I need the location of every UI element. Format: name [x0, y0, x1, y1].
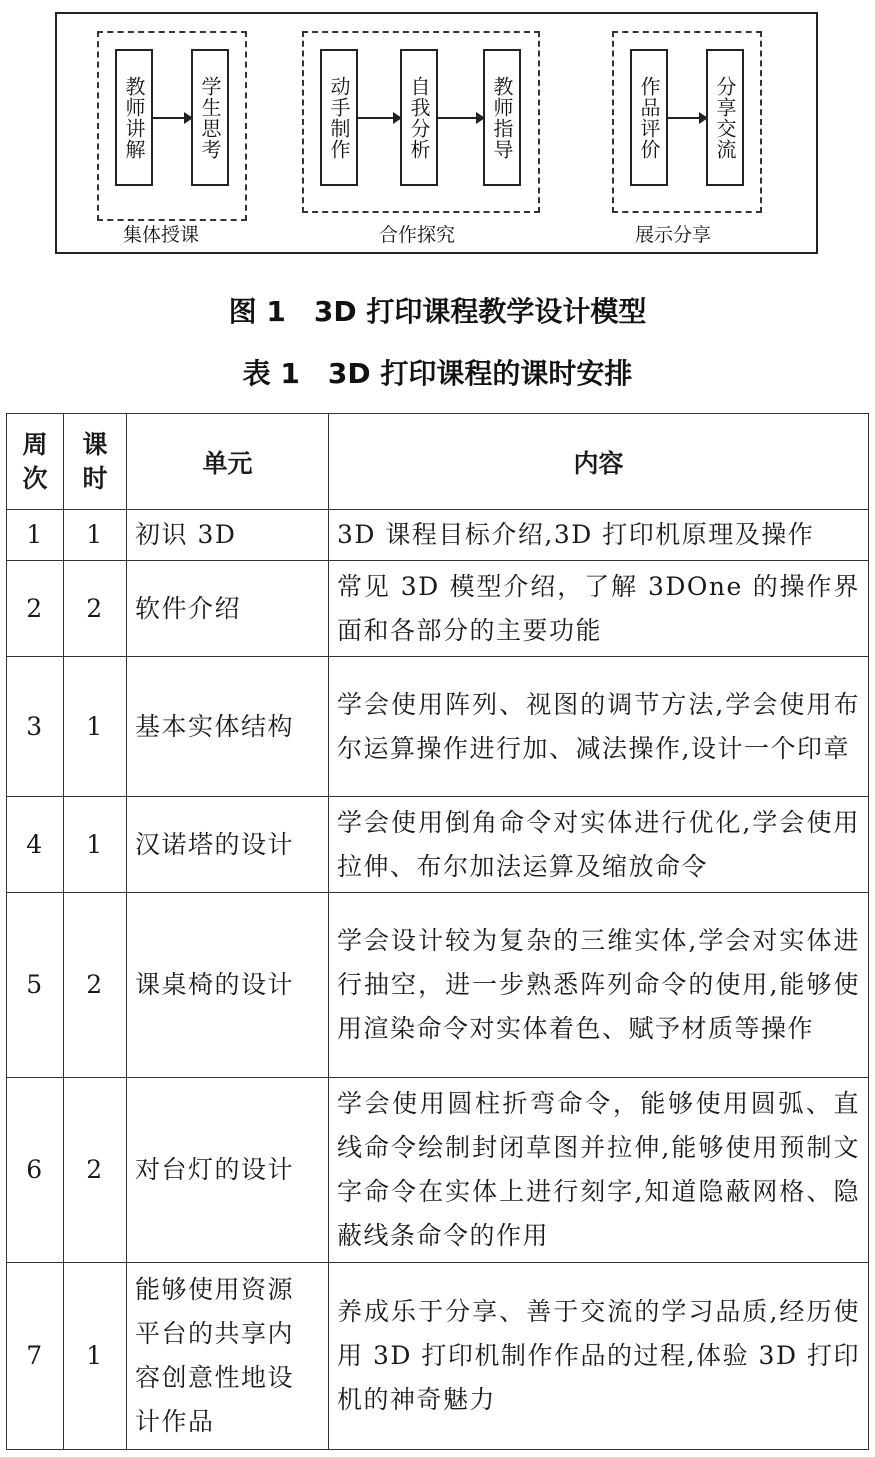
cell-week: 6: [7, 1078, 64, 1263]
cell-content: 常见 3D 模型介绍，了解 3DOne 的操作界面和各部分的主要功能: [329, 561, 869, 657]
table-row: [7, 797, 869, 893]
cell-week: 1: [7, 510, 64, 561]
flow-box-teacher-guide: [483, 49, 521, 186]
table-row: [7, 657, 869, 797]
flow-box-label: 教师指导: [490, 75, 514, 160]
cell-hours: 2: [64, 561, 127, 657]
flow-box-student-think: [191, 49, 229, 186]
flow-arrow: [153, 117, 191, 119]
header-content: 内容: [329, 414, 869, 510]
table-row: [7, 1263, 869, 1450]
flow-box-label: 学生思考: [198, 75, 222, 160]
cell-content: 学会设计较为复杂的三维实体,学会对实体进行抽空，进一步熟悉阵列命令的使用,能够使用渲染命令对实体着色、赋予材质等操作: [329, 893, 869, 1078]
cell-unit: 软件介绍: [127, 561, 329, 657]
flow-box-label: 自我分析: [407, 75, 431, 160]
flow-arrow: [358, 117, 400, 119]
cell-week: 2: [7, 561, 64, 657]
cell-content: 养成乐于分享、善于交流的学习品质,经历使用 3D 打印机制作作品的过程,体验 3D 打印机的神奇魅力: [329, 1263, 869, 1450]
cell-unit: 汉诺塔的设计: [127, 797, 329, 893]
cell-unit: 初识 3D: [127, 510, 329, 561]
group-label-cooperative-inquiry: 合作探究: [379, 224, 456, 246]
group-label-showcase-sharing: 展示分享: [635, 224, 712, 246]
flow-arrow: [668, 117, 706, 119]
cell-hours: 1: [64, 657, 127, 797]
flow-arrow: [438, 117, 483, 119]
flow-box-label: 作品评价: [637, 75, 661, 160]
cell-hours: 1: [64, 510, 127, 561]
figure-caption: 图 1 3D 打印课程教学设计模型: [228, 295, 647, 328]
cell-week: 4: [7, 797, 64, 893]
cell-week: 7: [7, 1263, 64, 1450]
header-hours: 课时: [64, 414, 127, 510]
cell-hours: 1: [64, 1263, 127, 1450]
cell-hours: 2: [64, 893, 127, 1078]
cell-content: 学会使用阵列、视图的调节方法,学会使用布尔运算操作进行加、减法操作,设计一个印章: [329, 657, 869, 797]
table-row: [7, 510, 869, 561]
table-row: [7, 561, 869, 657]
flow-box-work-evaluation: [630, 49, 668, 186]
flow-box-self-analysis: [400, 49, 438, 186]
cell-week: 3: [7, 657, 64, 797]
table-header-row: [7, 414, 869, 510]
flow-box-label: 动手制作: [327, 75, 351, 160]
cell-content: 学会使用圆柱折弯命令，能够使用圆弧、直线命令绘制封闭草图并拉伸,能够使用预制文字命令在实体上进行刻字,知道隐蔽网格、隐蔽线条命令的作用: [329, 1078, 869, 1263]
cell-hours: 2: [64, 1078, 127, 1263]
cell-hours: 1: [64, 797, 127, 893]
flow-box-share-exchange: [706, 49, 744, 186]
cell-content: 3D 课程目标介绍,3D 打印机原理及操作: [329, 510, 869, 561]
cell-unit: 对台灯的设计: [127, 1078, 329, 1263]
table-row: [7, 893, 869, 1078]
schedule-table: [6, 413, 869, 1450]
table-row: [7, 1078, 869, 1263]
cell-week: 5: [7, 893, 64, 1078]
flow-box-label: 教师讲解: [122, 75, 146, 160]
header-unit: 单元: [127, 414, 329, 510]
header-week: 周次: [7, 414, 64, 510]
cell-unit: 基本实体结构: [127, 657, 329, 797]
group-label-collective-teaching: 集体授课: [123, 224, 200, 246]
table-caption: 表 1 3D 打印课程的课时安排: [242, 357, 633, 390]
flow-box-label: 分享交流: [713, 75, 737, 160]
figure-frame: [55, 12, 818, 254]
cell-content: 学会使用倒角命令对实体进行优化,学会使用拉伸、布尔加法运算及缩放命令: [329, 797, 869, 893]
flow-box-teacher-explain: [115, 49, 153, 186]
flow-box-hands-on: [320, 49, 358, 186]
cell-unit: 课桌椅的设计: [127, 893, 329, 1078]
cell-unit: 能够使用资源平台的共享内容创意性地设计作品: [127, 1263, 329, 1450]
